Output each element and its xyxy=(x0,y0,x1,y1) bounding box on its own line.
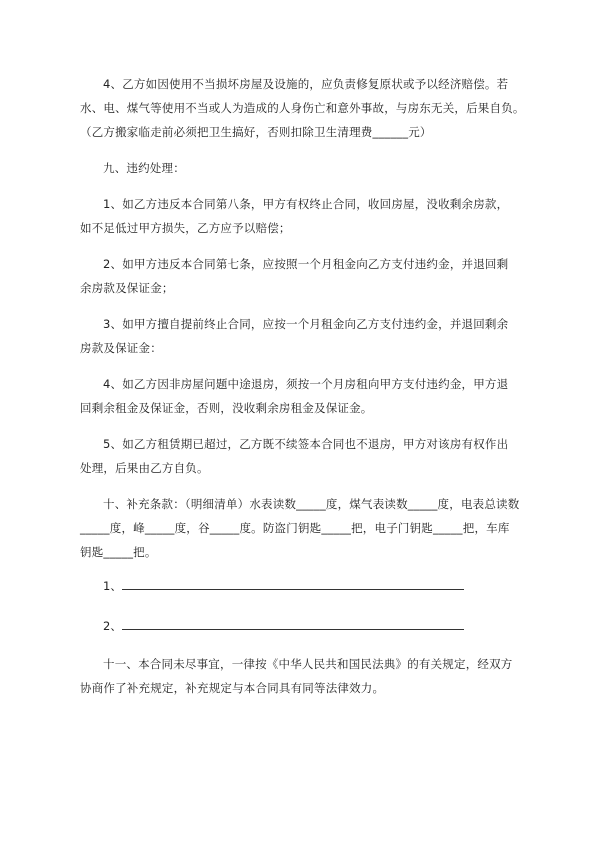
text-line: 4、如乙方因非房屋问题中途退房，须按一个月房租向甲方支付违约金，甲方退 xyxy=(103,377,509,391)
text-line: 如不足低过甲方损失，乙方应予以赔偿； xyxy=(80,221,291,235)
text-line: 余房款及保证金； xyxy=(80,281,174,295)
fill-in-blank-line xyxy=(122,577,464,590)
clause-9-heading xyxy=(80,156,530,180)
supplement-item-number: 1、 xyxy=(103,579,122,593)
text-line: 水、电、煤气等使用不当或人为造成的人身伤亡和意外事故，与房东无关，后果自负。 xyxy=(80,101,525,115)
fill-in-blank-line xyxy=(122,617,464,630)
clause-11 xyxy=(80,652,530,700)
text-line: 3、如甲方擅自提前终止合同，应按一个月租金向乙方支付违约金，并退回剩余 xyxy=(103,317,509,331)
supplement-item-2 xyxy=(103,616,464,636)
text-line: 2、如甲方违反本合同第七条，应按照一个月租金向乙方支付违约金，并退回剩 xyxy=(103,257,509,271)
supplement-item-1 xyxy=(103,576,464,596)
clause-9-item-3 xyxy=(80,312,530,360)
section-heading: 九、违约处理： xyxy=(103,161,185,175)
supplement-item-number: 2、 xyxy=(103,619,122,633)
text-line: 十、补充条款：（明细清单）水表读数_____度，煤气表读数_____度，电表总读数 xyxy=(103,497,520,511)
clause-8-item-4 xyxy=(80,72,530,144)
clause-9-item-4 xyxy=(80,372,530,420)
text-line: 处理，后果由乙方自负。 xyxy=(80,461,209,475)
text-line: 4、乙方如因使用不当损坏房屋及设施的，应负责修复原状或予以经济赔偿。若 xyxy=(103,77,509,91)
text-line: （乙方搬家临走前必须把卫生搞好，否则扣除卫生清理费______元） xyxy=(80,125,432,139)
clause-9-item-1 xyxy=(80,192,530,240)
text-line: 协商作了补充规定，补充规定与本合同具有同等法律效力。 xyxy=(80,681,385,695)
clause-9-item-2 xyxy=(80,252,530,300)
text-line: 1、如乙方违反本合同第八条，甲方有权终止合同，收回房屋，没收剩余房款， xyxy=(103,197,509,211)
text-line: _____度，峰_____度，谷_____度。防盗门钥匙_____把，电子门钥匙_____把，车库 xyxy=(80,521,510,535)
clause-9-item-5 xyxy=(80,432,530,480)
clause-10 xyxy=(80,492,530,564)
text-line: 回剩余租金及保证金，否则，没收剩余房租金及保证金。 xyxy=(80,401,373,415)
text-line: 5、如乙方租赁期已超过，乙方既不续签本合同也不退房，甲方对该房有权作出 xyxy=(103,437,509,451)
text-line: 房款及保证金： xyxy=(80,341,162,355)
text-line: 十一、本合同未尽事宜，一律按《中华人民共和国民法典》的有关规定，经双方 xyxy=(103,657,513,671)
text-line: 钥匙_____把。 xyxy=(80,545,157,559)
